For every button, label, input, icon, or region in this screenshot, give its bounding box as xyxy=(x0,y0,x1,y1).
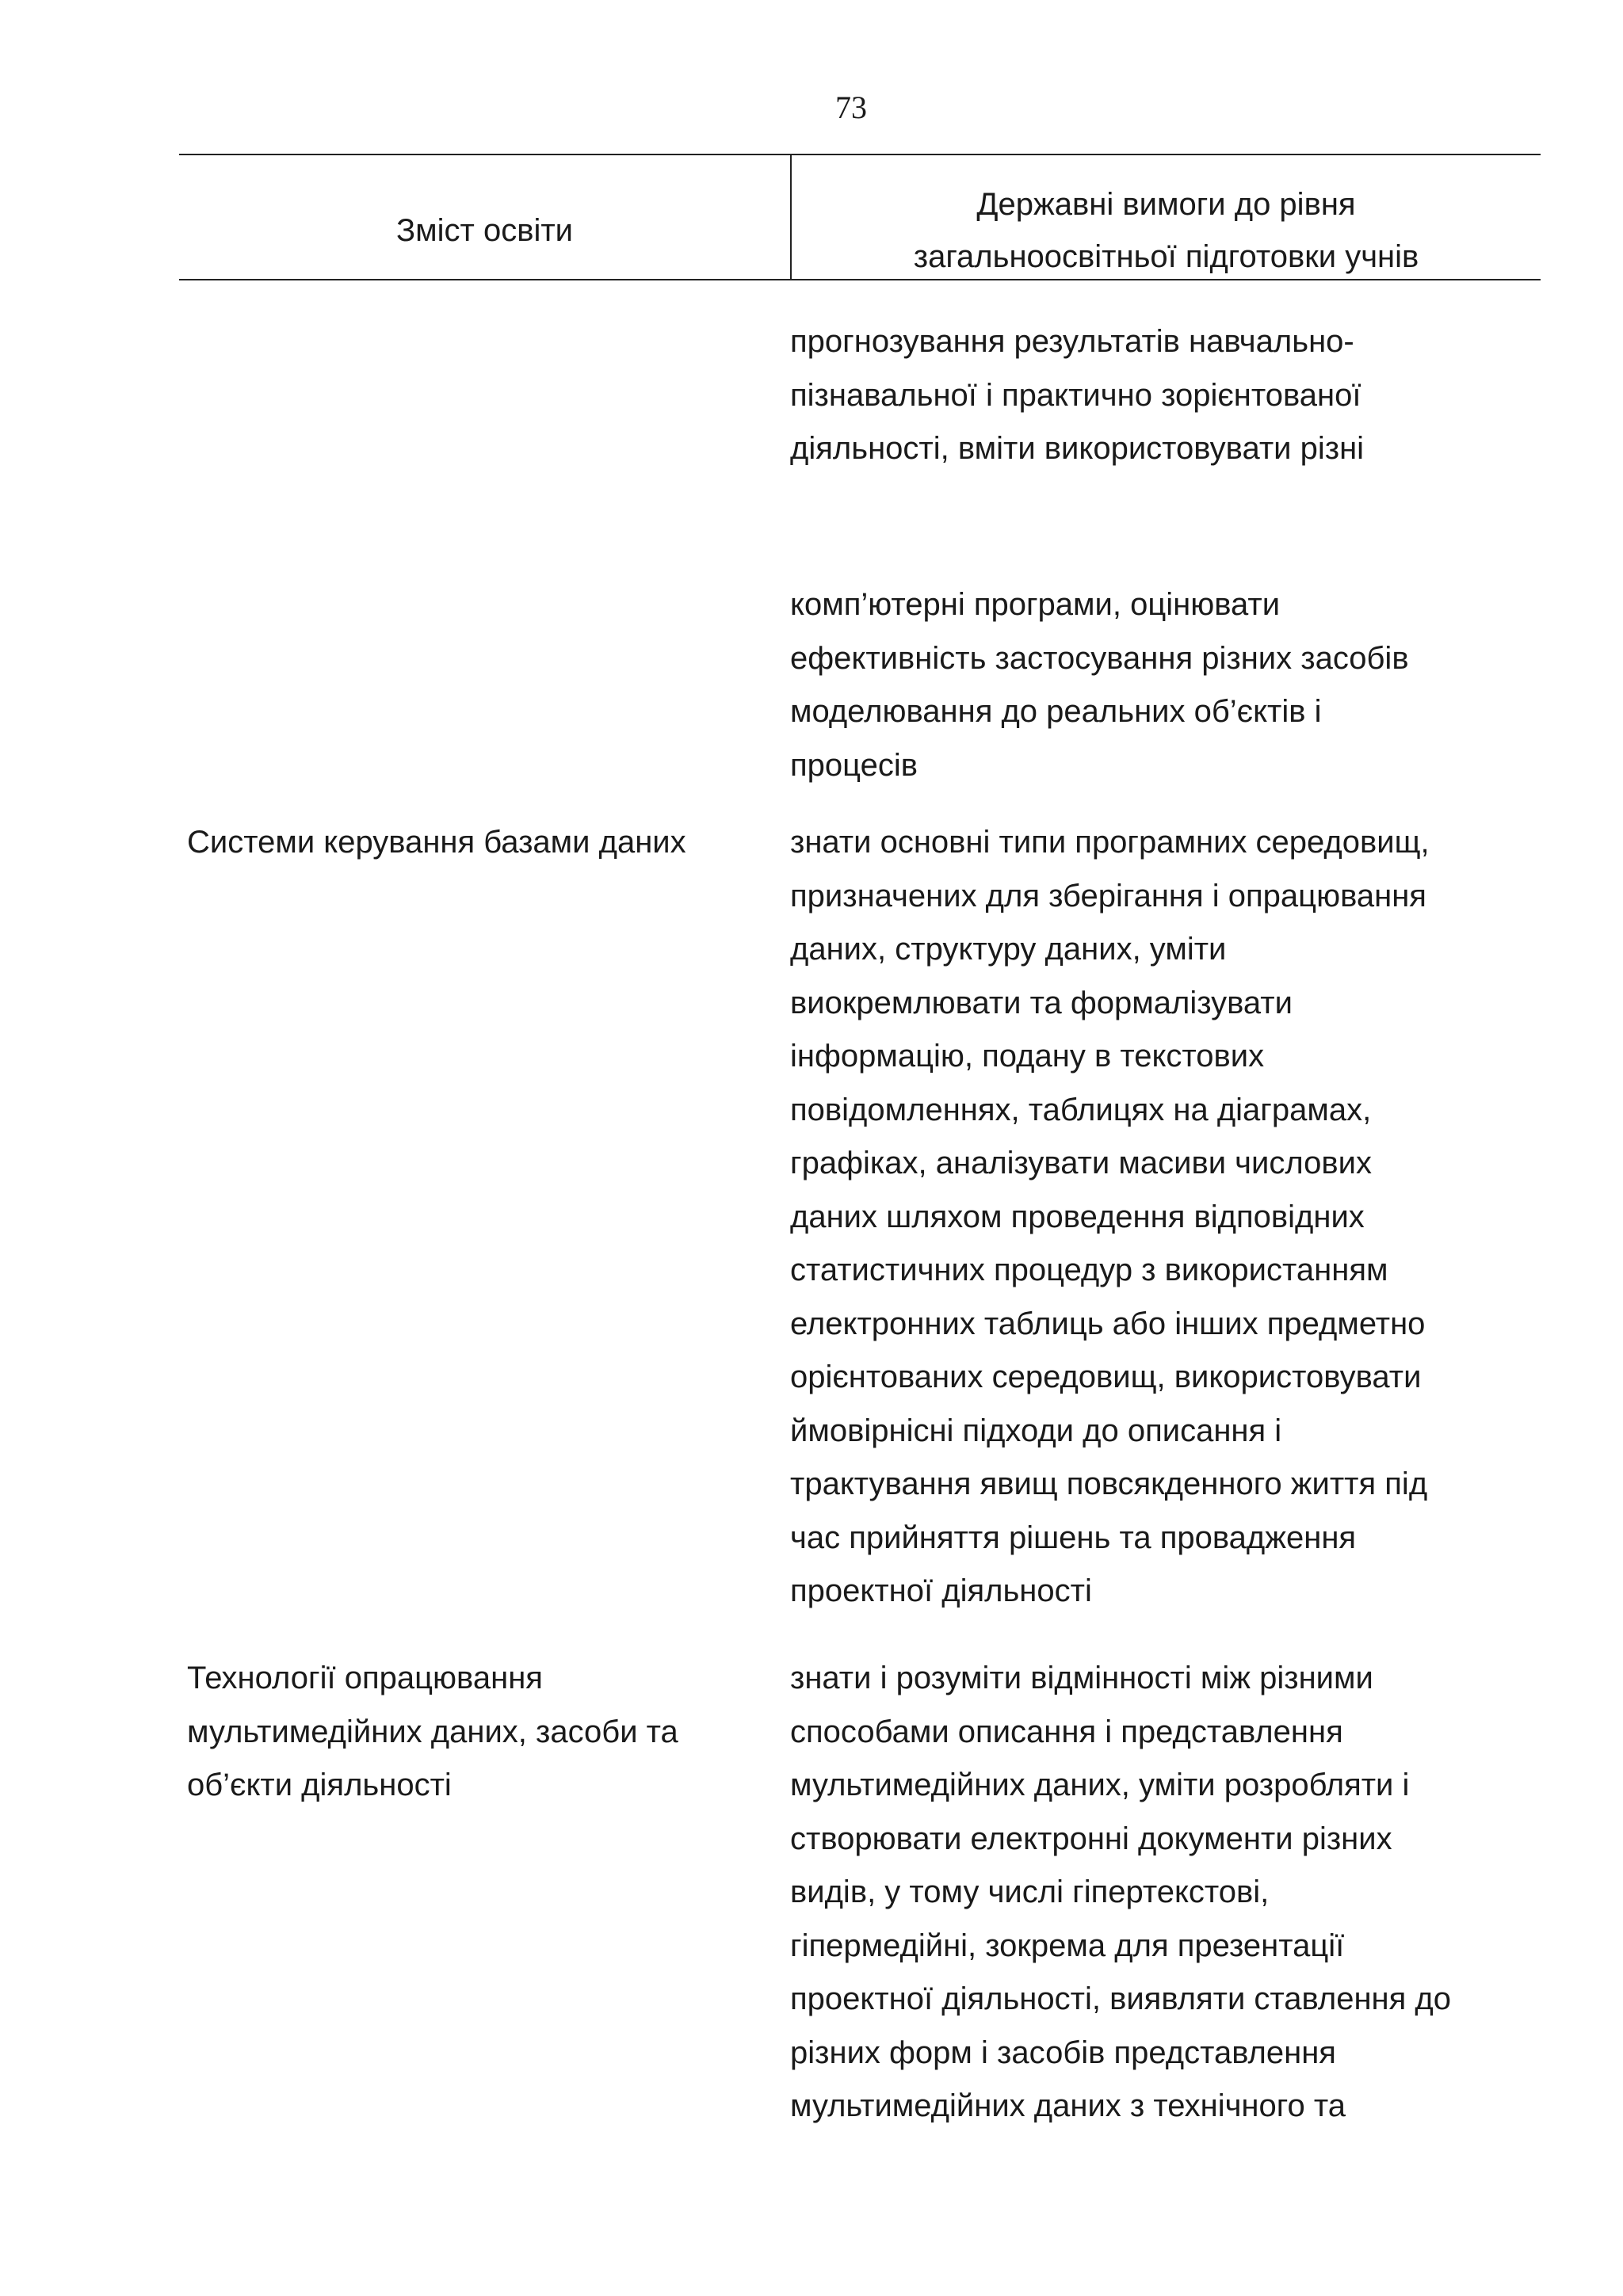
text-line: проектної діяльності, виявляти ставлення до xyxy=(790,1981,1452,2016)
text-line: знати основні типи програмних середовищ, xyxy=(790,825,1430,860)
text-line: ефективність застосування різних засобів xyxy=(790,640,1409,676)
text-line: мультимедійних даних, засоби та xyxy=(187,1714,678,1749)
column-header-requirements xyxy=(792,178,1541,283)
text-line: даних, структуру даних, уміти xyxy=(790,932,1227,967)
table-top-rule xyxy=(179,154,1541,155)
requirements-cell-dbms xyxy=(790,816,1430,1619)
requirements-cell-multimedia xyxy=(790,1652,1451,2134)
text-line: об’єкти діяльності xyxy=(187,1768,452,1802)
text-line: трактування явищ повсякденного життя під xyxy=(790,1466,1428,1501)
text-line: статистичних процедур з використанням xyxy=(790,1253,1388,1287)
text-line: гіпермедійні, зокрема для презентації xyxy=(790,1928,1345,1963)
text-line: проектної діяльності xyxy=(790,1573,1092,1608)
column-header-content: Зміст освіти xyxy=(395,213,574,248)
text-line: призначених для зберігання і опрацювання xyxy=(790,878,1426,913)
text-line: виокремлювати та формалізувати xyxy=(790,985,1293,1020)
text-line: повідомленнях, таблицях на діаграмах, xyxy=(790,1092,1372,1127)
text-line: графіках, аналізувати масиви числових xyxy=(790,1146,1372,1180)
text-line: способами описання і представлення xyxy=(790,1714,1343,1749)
text-line: пізнавальної і практично зорієнтованої xyxy=(790,377,1361,413)
text-line: орієнтованих середовищ, використовувати xyxy=(790,1360,1422,1394)
requirements-cell-continuation-2 xyxy=(790,578,1409,792)
content-cell-dbms xyxy=(187,816,686,870)
text-line: створювати електронні документи різних xyxy=(790,1821,1392,1856)
text-line: електронних таблиць або інших предметно xyxy=(790,1306,1426,1341)
text-line: мультимедійних даних з технічного та xyxy=(790,2088,1346,2123)
text-line: видів, у тому числі гіпертекстові, xyxy=(790,1875,1270,1909)
text-line: діяльності, вміти використовувати різні xyxy=(790,431,1365,466)
text-line: прогнозування результатів навчально- xyxy=(790,324,1354,359)
text-line: інформацію, подану в текстових xyxy=(790,1039,1265,1074)
text-line: мультимедійних даних, уміти розробляти і xyxy=(790,1768,1410,1802)
text-line: знати і розуміти відмінності між різними xyxy=(790,1661,1373,1695)
header-line: Державні вимоги до рівня xyxy=(976,187,1356,222)
header-line: загальноосвітньої підготовки учнів xyxy=(913,239,1419,274)
text-line: час прийняття рішень та провадження xyxy=(790,1520,1357,1555)
requirements-cell-continuation xyxy=(790,315,1364,476)
text-line: різних форм і засобів представлення xyxy=(790,2035,1336,2070)
text-line: комп’ютерні програми, оцінювати xyxy=(790,587,1281,622)
text-line: процесів xyxy=(790,747,918,783)
text-line: моделювання до реальних об’єктів і xyxy=(790,694,1322,729)
text-line: ймовірнісні підходи до описання і xyxy=(790,1413,1282,1448)
text-line: Технології опрацювання xyxy=(187,1661,543,1695)
page-number: 73 xyxy=(835,90,867,125)
text-line: даних шляхом проведення відповідних xyxy=(790,1199,1365,1234)
content-cell-multimedia xyxy=(187,1652,678,1813)
text-line: Системи керування базами даних xyxy=(187,825,686,860)
